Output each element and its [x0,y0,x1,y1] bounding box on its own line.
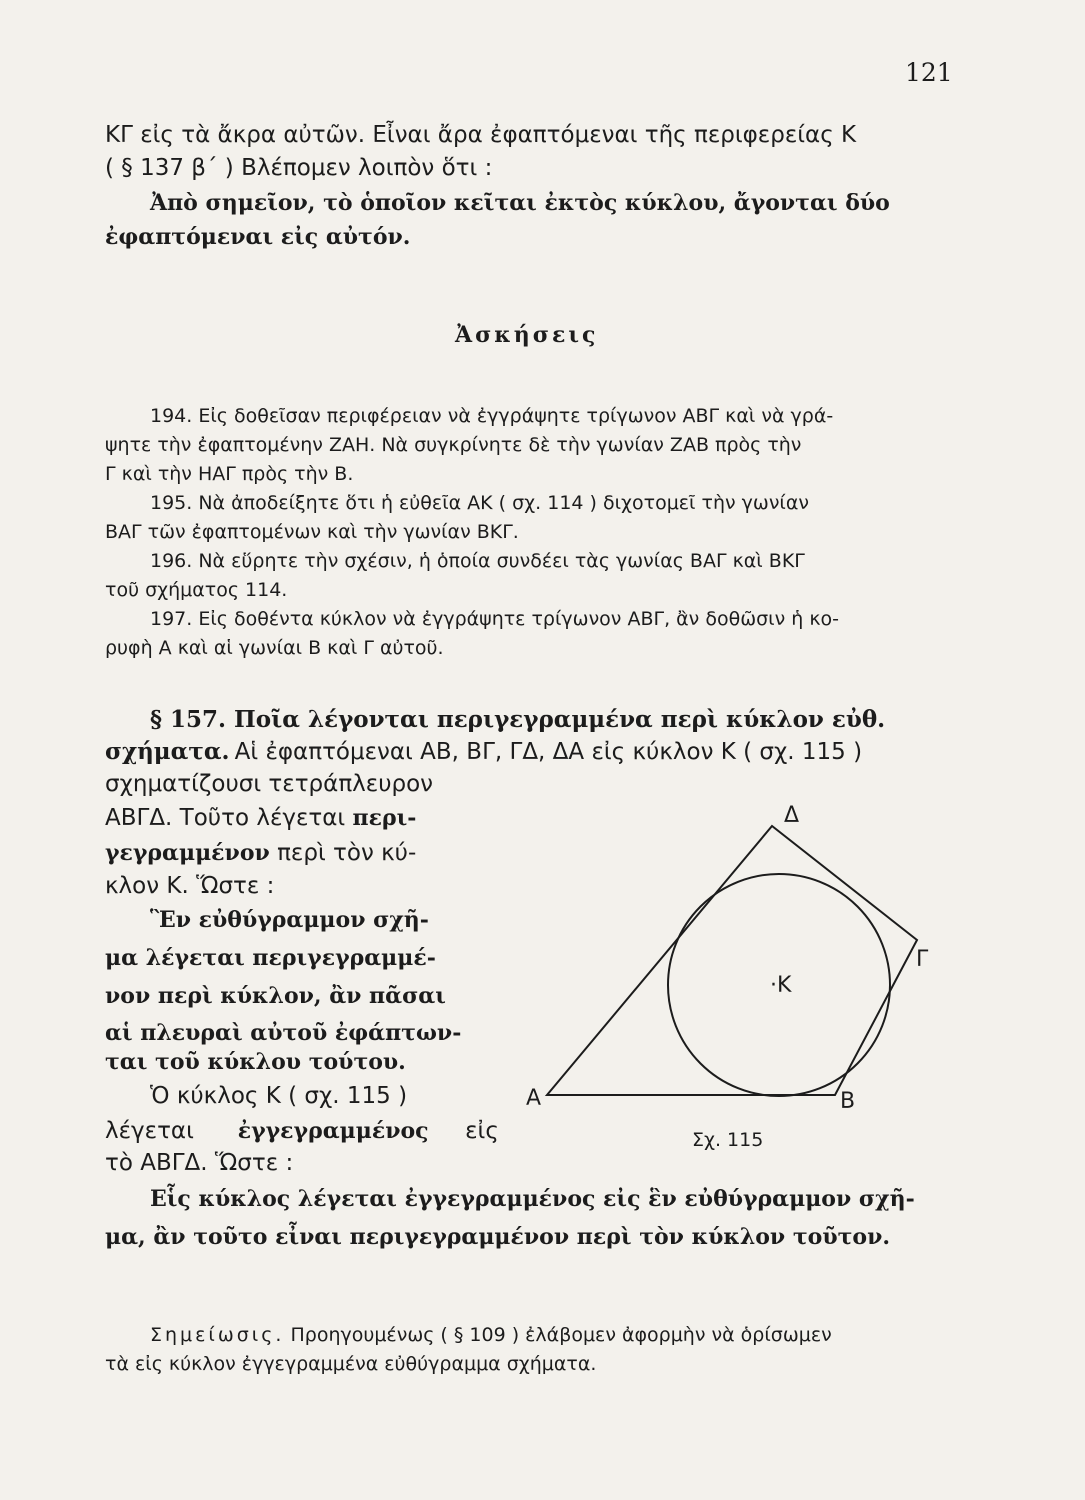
section-heading-end: σχήματα. [105,738,230,765]
exercise-196-line: 196. Νὰ εὕρητε τὴν σχέσιν, ἡ ὁποία συνδέει τὰς γωνίας ΒΑΓ καὶ ΒΚΓ [150,550,805,572]
page-number: 121 [905,58,953,87]
definition-line: Ἓν εὐθύγραμμον σχῆ- [150,907,429,933]
text-span: εἰς [465,1118,499,1144]
definition-line: αἱ πλευραὶ αὐτοῦ ἐφάπτων- [105,1020,462,1046]
definition-line: μα λέγεται περιγεγραμμέ- [105,945,436,971]
text-line: σχηματίζουσι τετράπλευρον [105,771,434,797]
text-line [105,840,416,866]
figure-115 [515,800,955,1160]
note-label: Σημείωσις. [150,1324,285,1346]
figure-caption: Σχ. 115 [692,1129,764,1151]
text-line [105,1118,499,1144]
bold-term: ἐγγεγραμμένος [237,1118,429,1144]
exercise-197-line: ρυφὴ Α καὶ αἱ γωνίαι Β καὶ Γ αὐτοῦ. [105,637,444,659]
text-line: Ὁ κύκλος Κ ( σχ. 115 ) [150,1083,408,1109]
vertex-label-d: Δ [784,803,800,828]
section-heading: § 157. Ποῖα λέγονται περιγεγραμμένα περὶ κύκλον εὐθ. [150,706,886,733]
text-line: κλον Κ. Ὥστε : [105,873,275,899]
center-label-k: ·Κ [770,973,792,998]
note-line [150,1324,832,1346]
vertex-label-g: Γ [916,947,929,972]
exercise-197-line: 197. Εἰς δοθέντα κύκλον νὰ ἐγγράψητε τρίγωνον ΑΒΓ, ἂν δοθῶσιν ἡ κο- [150,608,840,630]
exercise-194-line: 194. Εἰς δοθεῖσαν περιφέρειαν νὰ ἐγγράψητε τρίγωνον ΑΒΓ καὶ νὰ γρά- [150,405,834,427]
text-line: ΚΓ εἰς τὰ ἄκρα αὐτῶν. Εἶναι ἄρα ἐφαπτόμεναι τῆς περιφερείας Κ [105,122,857,148]
definition-line: μα, ἂν τοῦτο εἶναι περιγεγραμμένον περὶ τὸν κύκλον τοῦτον. [105,1224,890,1250]
text-span: περὶ τὸν κύ- [277,840,417,866]
text-span: Αἱ ἐφαπτόμεναι ΑΒ, ΒΓ, ΓΔ, ΔΑ εἰς κύκλον Κ ( σχ. 115 ) [234,739,863,765]
definition-line: ται τοῦ κύκλου τούτου. [105,1049,406,1075]
theorem-line: ἐφαπτόμεναι εἰς αὐτόν. [105,224,411,250]
text-line [105,738,862,765]
exercises-heading: Ἀσκήσεις [455,322,599,348]
text-line [105,805,416,831]
text-line: ( § 137 β΄ ) Βλέπομεν λοιπὸν ὅτι : [105,155,493,181]
definition-line: νον περὶ κύκλον, ἂν πᾶσαι [105,983,446,1009]
definition-line: Εἷς κύκλος λέγεται ἐγγεγραμμένος εἰς ἓν εὐθύγραμμον σχῆ- [150,1186,915,1212]
bold-term: περι- [352,805,417,831]
text-line: τὸ ΑΒΓΔ. Ὥστε : [105,1150,294,1176]
circumscribed-quadrilateral [547,826,917,1095]
note-line: τὰ εἰς κύκλον ἐγγεγραμμένα εὐθύγραμμα σχήματα. [105,1353,597,1375]
text-span: ΑΒΓΔ. Τοῦτο λέγεται [105,805,346,831]
text-span: λέγεται [105,1118,194,1144]
text-span: Προηγουμένως ( § 109 ) ἐλάβομεν ἀφορμὴν νὰ ὁρίσωμεν [290,1324,832,1346]
vertex-label-a: Α [526,1086,542,1111]
exercise-195-line: ΒΑΓ τῶν ἐφαπτομένων καὶ τὴν γωνίαν ΒΚΓ. [105,521,519,543]
vertex-label-b: Β [840,1089,856,1114]
bold-term: γεγραμμένον [105,840,270,866]
theorem-line: Ἀπὸ σημεῖον, τὸ ὁποῖον κεῖται ἐκτὸς κύκλου, ἄγονται δύο [150,190,890,216]
exercise-194-line: Γ καὶ τὴν ΗΑΓ πρὸς τὴν Β. [105,463,354,485]
exercise-196-line: τοῦ σχήματος 114. [105,579,288,601]
exercise-194-line: ψητε τὴν ἐφαπτομένην ΖΑΗ. Νὰ συγκρίνητε δὲ τὴν γωνίαν ΖΑΒ πρὸς τὴν [105,434,802,456]
exercise-195-line: 195. Νὰ ἀποδείξητε ὅτι ἡ εὐθεῖα ΑΚ ( σχ. 114 ) διχοτομεῖ τὴν γωνίαν [150,492,809,514]
